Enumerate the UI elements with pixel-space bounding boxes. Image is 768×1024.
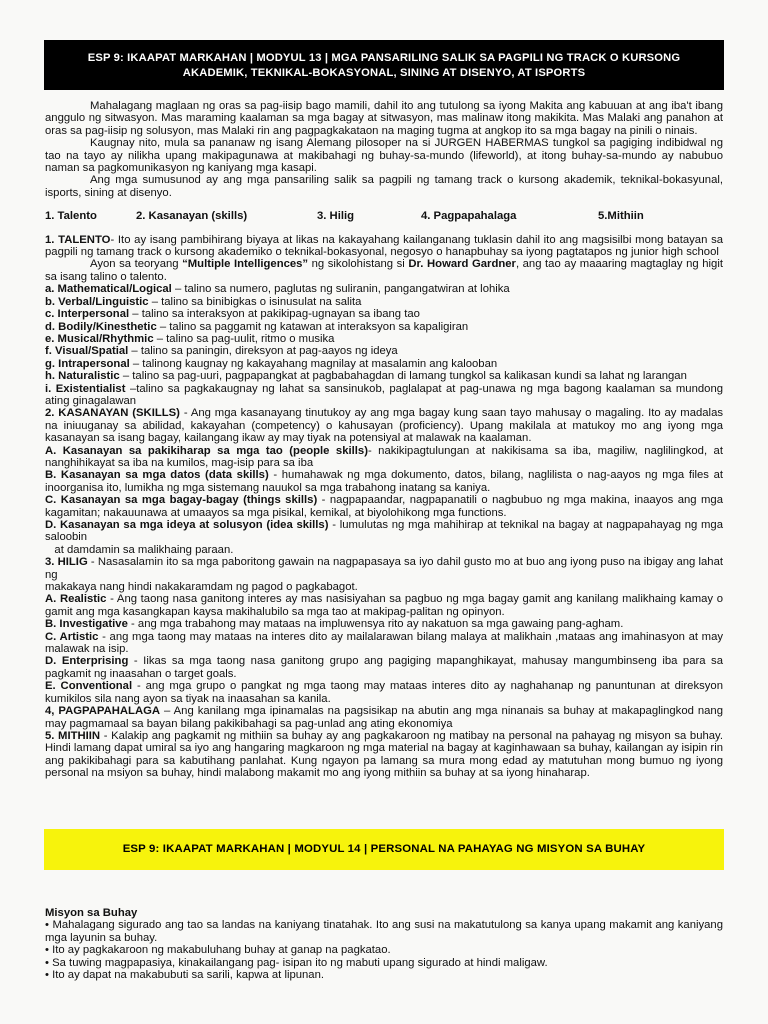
skill-term: D. Kasanayan sa mga ideya at solusyon (idea skills) bbox=[45, 519, 329, 531]
intelligence-item bbox=[45, 345, 723, 357]
theory-text: ng sikolohistang si bbox=[308, 258, 409, 271]
intelligence-item bbox=[45, 333, 723, 345]
skill-item bbox=[45, 445, 723, 470]
interest-desc: - ang mga trabahong may mataas na impluwensya rito ay nakatuon sa mga gawaing pang-agham. bbox=[127, 618, 624, 631]
hilig-heading: 3. HILIG bbox=[45, 556, 88, 569]
skill-term: A. Kasanayan sa pakikiharap sa mga tao (people skills) bbox=[45, 444, 368, 457]
misyon-bullet: • Ito ay dapat na makabubuti sa sarili, kapwa at lipunan. bbox=[45, 969, 325, 982]
interest-desc: - ang mga grupo o pangkat ng mga taong may mataas interes dito ay naghahanap ng panuntunan at direksyon kumikilos sila nang ayon sa tiyak na inaasahan sa kanila. bbox=[45, 680, 723, 705]
intelligence-term: f. Visual/Spatial bbox=[45, 345, 129, 358]
intelligence-desc: – talino sa pag-uulit, ritmo o musika bbox=[153, 332, 335, 345]
factor-item: 4. Pagpapahalaga bbox=[421, 210, 517, 223]
skill-item bbox=[45, 494, 723, 519]
interest-desc: - ang mga taong may mataas na interes dito ay mailalarawan bilang malaya at malikhain ,mataas ang imahinasyon at may malawak na isip. bbox=[45, 630, 724, 656]
theory-name: “Multiple Intelligences” bbox=[182, 258, 309, 271]
theory-text: Ayon sa teoryang bbox=[90, 258, 183, 271]
hilig-text: - Nasasalamin ito sa mga paboritong gawain na nagpapasaya sa iyo dahil gusto mo at buo ang iyong puso na ibigay ang lahat ng bbox=[45, 556, 723, 581]
factor-item: 2. Kasanayan (skills) bbox=[136, 210, 248, 223]
pagpapahalaga-text: – Ang kanilang mga ipinamalas na pagsisikap na abutin ang mga ninanais sa buhay at makapaglingkod nang may pagmamaal sa bayan bilang pakikibahagi sa pag-unlad ang ating ekonomiya bbox=[45, 705, 723, 730]
factor-item: 3. Hilig bbox=[317, 210, 355, 223]
misyon-bullet: • Mahalagang sigurado ang tao sa landas na kaniyang tinatahak. Ito ang susi na makatutulong sa kanya upang makamit ang kaniyang mga layunin sa buhay. bbox=[45, 919, 723, 944]
kasanayan-text: - Ang mga kasanayang tinutukoy ay ang mga bagay kung saan tayo mahusay o magaling. Ito ay madalas na iniuuganay sa abilidad, kakayahan (competency) o kahusayan (proficiency). Upang makilala at matukoy mo ang iyong mga kasanayan sa isang bagay, kailangang ikaw ay may tiyak na potensiyal at malawak na kaalaman. bbox=[45, 407, 724, 445]
hilig-paragraph-cont: makakaya nang hindi nakakaramdam ng pagod o pagkabagot. bbox=[45, 581, 358, 594]
interest-item bbox=[45, 680, 723, 705]
module-13-banner bbox=[44, 40, 724, 90]
pagpapahalaga-paragraph bbox=[45, 705, 723, 730]
module-13-content bbox=[45, 100, 723, 780]
theory-paragraph bbox=[45, 258, 723, 283]
intelligence-term: h. Naturalistic bbox=[45, 370, 120, 383]
intelligence-term: b. Verbal/Linguistic bbox=[45, 295, 149, 308]
skill-desc: - nagpapaandar, nagpapanatili o nagbubuo ng mga makina, inaayos ang mga kagamitan; nakauunawa at umaayos sa mga pisikal, kemikal, at biyolohikong mga functions. bbox=[45, 494, 723, 519]
intelligence-term: e. Musical/Rhythmic bbox=[45, 332, 154, 345]
intelligence-item bbox=[45, 283, 723, 295]
interest-item bbox=[45, 655, 723, 680]
interest-term: A. Realistic bbox=[45, 593, 107, 606]
skill-desc: - lumulutas ng mga mahihirap at teknikal na bagay at nagpapahayag ng mga saloobin bbox=[45, 519, 723, 544]
talento-text: - Ito ay isang pambihirang biyaya at likas na kakayahang kailanganang tuklasin dahil ito ang magsisilbi mong batayan sa pagpili ng tamang track o kursong akademiko o teknikal-bokasyonal, negosyo o hanapbuhay sa iyong pagtatapos ng junior high school bbox=[45, 233, 723, 259]
skill-desc: - nakikipagtulungan at nakikisama sa iba, magiliw, naglilingkod, at nanghihikayat sa iba na kumilos, mag-isip para sa iba bbox=[45, 444, 723, 469]
intelligence-desc: – talino sa paggamit ng katawan at interaksyon sa kapaligiran bbox=[156, 320, 469, 333]
skill-item-tail: at damdamin sa malikhaing paraan. bbox=[45, 543, 234, 556]
interest-desc: - Iikas sa mga taong nasa ganitong grupo ang pagiging mapanghikayat, mahusay mangumbinseng iba para sa pagkamit ng inaasahan o target goals. bbox=[45, 655, 723, 680]
kasanayan-paragraph bbox=[45, 407, 723, 444]
intelligence-desc: – talino sa interaksyon at pakikipag-ugnayan sa ibang tao bbox=[129, 308, 420, 321]
interest-item bbox=[45, 631, 723, 656]
module-13-banner-line-1: ESP 9: IKAAPAT MARKAHAN | MODYUL 13 | MGA PANSARILING SALIK SA PAGPILI NG TRACK O KURSONG bbox=[87, 52, 681, 64]
pagpapahalaga-heading: 4, PAGPAPAHALAGA bbox=[45, 705, 161, 718]
intelligence-item bbox=[45, 383, 723, 408]
intelligence-term: i. Existentialist bbox=[45, 382, 126, 395]
skill-term: C. Kasanayan sa mga bagay-bagay (things skills) bbox=[45, 494, 318, 507]
interest-term: E. Conventional bbox=[45, 680, 133, 693]
intelligence-term: a. Mathematical/Logical bbox=[45, 283, 172, 296]
misyon-bullet: • Sa tuwing magpapasiya, kinakailangang pag- isipan ito ng mabuti upang sigurado at hindi maligaw. bbox=[45, 956, 548, 969]
intelligence-item bbox=[45, 321, 723, 333]
intelligence-desc: –talino sa pagkakaugnay ng lahat sa sansinukob, paglalapat at pag-unawa ng mga bagong kaalaman sa mundong ating ginagalawan bbox=[45, 382, 724, 407]
skill-item bbox=[45, 469, 723, 494]
intelligence-term: c. Interpersonal bbox=[45, 308, 130, 321]
mithiin-paragraph bbox=[45, 730, 723, 780]
misyon-heading: Misyon sa Buhay bbox=[45, 907, 138, 919]
talento-paragraph bbox=[45, 234, 723, 259]
intelligence-desc: – talino sa numero, paglutas ng suliranin, pangangatwiran at lohika bbox=[171, 283, 510, 296]
interest-desc: - Ang taong nasa ganitong interes ay mas nasisiyahan sa pagbuo ng mga bagay gamit ang kanilang malikhaing kamay o gamit ang mga kasangkapan kaysa makihalubilo sa mga tao at makipag-palitan ng opinyon. bbox=[45, 593, 724, 618]
interest-item bbox=[45, 593, 723, 618]
talento-heading: 1. TALENTO bbox=[45, 233, 111, 246]
kasanayan-heading: 2. KASANAYAN (SKILLS) bbox=[45, 407, 180, 420]
factor-item: 1. Talento bbox=[45, 210, 97, 223]
factor-list bbox=[45, 210, 723, 222]
intelligence-term: g. Intrapersonal bbox=[45, 357, 130, 370]
mithiin-text: - Kalakip ang pagkamit ng mithiin sa buhay ay ang pagkakaroon ng matibay na personal na pahayag ng misyon sa buhay. Hindi lamang dapat umiral sa iyo ang hangaring magkaroon ng mga material na bagay at kaginhawaan sa buhay, kailangan ay isipin rin ang pakikibahagi para sa kabutihang panlahat. Kung ngayon pa lamang sa mura mong edad ay matutuhan mong bumuo ng iyong personal na msiyon sa buhay, hindi malabong makamit mo ang iyong mithiin sa buhay at sa iyong hinaharap. bbox=[45, 729, 723, 780]
intelligence-term: d. Bodily/Kinesthetic bbox=[45, 320, 157, 333]
intelligence-item bbox=[45, 358, 723, 370]
intelligence-desc: – talino sa pag-uuri, pagpapangkat at pagbabahagdan di lamang tungkol sa kalikasan kundi sa lahat ng larangan bbox=[119, 370, 687, 383]
interest-term: D. Enterprising bbox=[45, 655, 129, 668]
theory-text: , ang tao ay maaaring magtaglay ng higit sa isang talino o talento. bbox=[45, 258, 723, 283]
intelligence-item bbox=[45, 296, 723, 308]
intelligence-desc: – talino sa paningin, direksyon at pag-aayos ng ideya bbox=[128, 345, 398, 358]
hilig-paragraph bbox=[45, 556, 723, 581]
mithiin-heading: 5. MITHIIN bbox=[45, 729, 101, 742]
intro-paragraph-2: Kaugnay nito, mula sa pananaw ng isang Alemang pilosoper na si JURGEN HABERMAS tungkol sa pagiging indibidwal ng tao na tayo ay nilikha upang makipagunawa at makibahagi ng buhay-sa-mundo (lifeworld), at itong buhay-sa-mundo ay nabubuo naman sa pagkomunikasyon ng kaniyang mga kasapi. bbox=[45, 137, 723, 175]
intelligence-item bbox=[45, 370, 723, 382]
interest-item bbox=[45, 618, 723, 630]
interest-term: B. Investigative bbox=[45, 618, 128, 631]
interest-term: C. Artistic bbox=[45, 630, 99, 643]
intelligence-item bbox=[45, 308, 723, 320]
intro-paragraph-3: Ang mga sumusunod ay ang mga pansariling salik sa pagpili ng tamang track o kursong akademik, teknikal-bokasyunal, isports, sining at disenyo. bbox=[45, 174, 723, 199]
misyon-bullet: • Ito ay pagkakaroon ng makabuluhang buhay at ganap na pagkatao. bbox=[45, 944, 391, 957]
module-14-content bbox=[45, 907, 723, 981]
skill-desc: - humahawak ng mga dokumento, datos, bilang, naglilista o nag-aayos ng mga files at inoorganisa ito, lumikha ng mga sistemang nauukol sa mga trabahong inatang sa kaniya. bbox=[45, 469, 723, 494]
intro-paragraph-1: Mahalagang maglaan ng oras sa pag-iisip bago mamili, dahil ito ang tutulong sa iyong Makita ang kabuuan at ang iba't ibang anggulo ng sitwasyon. Mas maraming kaalaman sa mga bagay at sitwasyon, mas malinaw itong makikita. Mas Malaki ang panahon at oras sa pag-iisip ng solusyon, mas Malaki rin ang pagpagkakataon na maging tugma at angkop ito sa mga bagay na pinili o ninais. bbox=[45, 100, 723, 137]
module-14-banner: ESP 9: IKAAPAT MARKAHAN | MODYUL 14 | PERSONAL NA PAHAYAG NG MISYON SA BUHAY bbox=[44, 829, 724, 870]
intelligence-desc: – talino sa binibigkas o isinusulat na salita bbox=[148, 295, 362, 308]
factor-item: 5.Mithiin bbox=[598, 210, 644, 223]
intelligence-desc: – talinong kaugnay ng kakayahang magnilay at masalamin ang kalooban bbox=[129, 357, 498, 370]
skill-item bbox=[45, 519, 723, 544]
module-13-banner-line-2: AKADEMIK, TEKNIKAL-BOKASYONAL, SINING AT DISENYO, AT ISPORTS bbox=[182, 66, 586, 79]
theory-author: Dr. Howard Gardner bbox=[408, 258, 516, 271]
skill-term: B. Kasanayan sa mga datos (data skills) bbox=[45, 469, 269, 482]
